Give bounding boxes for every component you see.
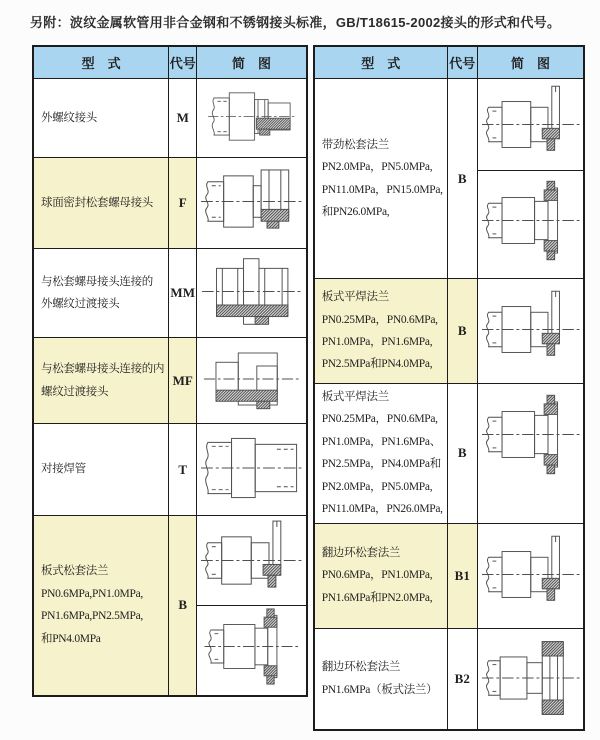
fitting-diagram-male-thread-adapter [197, 249, 306, 334]
fitting-type-cell [33, 249, 169, 338]
fitting-table-right [313, 45, 586, 731]
column-header-code: 代号 [447, 46, 477, 79]
column-header-diagram: 简 图 [477, 46, 584, 79]
table-row [33, 79, 307, 158]
fitting-code-cell: F [169, 158, 197, 249]
fitting-diagram-plate-weld-flange [478, 279, 584, 380]
fitting-type-cell [33, 424, 169, 516]
fitting-type-text: PN1.6MPa,PN2.5MPa, [41, 610, 143, 623]
table-row [314, 79, 585, 279]
fitting-diagram-flared-ring-loose-flange-b2 [478, 629, 584, 727]
fitting-type-text: PN11.0MPa，PN26.0MPa, [321, 503, 443, 516]
fitting-type-text: PN1.0MPa，PN1.6MPa, [321, 336, 433, 348]
fitting-type-cell [33, 79, 169, 158]
column-header-diagram: 简 图 [197, 46, 307, 79]
fitting-type-text: PN2.5MPa和PN4.0MPa, [321, 358, 433, 371]
diagram-cell [197, 424, 307, 516]
header-row [33, 46, 307, 79]
fitting-type-cell [314, 384, 448, 524]
fitting-type-text: 带劲松套法兰 [321, 138, 389, 151]
fitting-type-cell [314, 523, 448, 628]
fitting-type-text: 和PN26.0MPa, [321, 205, 390, 218]
fitting-type-text: 与松套螺母接头连接的 [41, 275, 153, 288]
fitting-code-cell: B [447, 279, 477, 384]
fitting-code-cell: B [447, 79, 477, 279]
fitting-code-cell: M [169, 79, 197, 158]
table-row [314, 279, 585, 384]
table-row [314, 384, 585, 524]
fitting-type-text: 螺纹过渡接头 [41, 385, 109, 398]
fitting-type-cell [314, 279, 448, 384]
fitting-code-cell: B1 [447, 523, 477, 628]
diagram-cell [477, 628, 584, 730]
table-row [33, 249, 307, 338]
fitting-code-cell: MF [169, 338, 197, 424]
fitting-diagram-flared-ring-loose-flange-b1 [478, 524, 584, 625]
column-header-code: 代号 [169, 46, 197, 79]
fitting-diagram-butt-weld-pipe [197, 424, 306, 512]
table-row [33, 158, 307, 249]
diagram-cell [197, 516, 307, 696]
column-header-type: 型 式 [314, 46, 448, 79]
fitting-type-text: 对接焊管 [41, 463, 86, 476]
diagram-cell [197, 79, 307, 158]
fitting-type-cell [314, 79, 448, 279]
fitting-type-text: PN0.25MPa，PN0.6MPa, [321, 313, 438, 326]
fitting-type-text: PN1.0MPa，PN1.6MPa、 [321, 435, 441, 448]
fitting-type-text: 板式平焊法兰 [321, 291, 389, 304]
fitting-type-text: PN2.5MPa，PN4.0MPa和 [321, 458, 441, 471]
fitting-type-text: 翻边环松套法兰 [321, 546, 401, 559]
fitting-type-text: PN0.6MPa，PN1.0MPa, [321, 569, 433, 582]
fitting-type-text: 翻边环松套法兰 [321, 661, 401, 674]
fitting-type-text: PN1.6MPa和PN2.0MPa, [321, 591, 433, 604]
fitting-type-text: PN0.6MPa,PN1.0MPa, [41, 587, 143, 600]
table-row [314, 523, 585, 628]
fitting-table-left [32, 45, 308, 697]
fitting-type-text: 外螺纹接头 [41, 111, 97, 124]
fitting-diagram-plate-weld-flange-variant [478, 384, 584, 485]
fitting-code-cell: T [169, 424, 197, 516]
fitting-type-text: 球面密封松套螺母接头 [41, 196, 153, 209]
fitting-code-cell: B [447, 384, 477, 524]
fitting-type-text: 外螺纹过渡接头 [41, 298, 120, 310]
fitting-type-cell [33, 338, 169, 424]
fitting-code-cell: MM [169, 249, 197, 338]
fitting-code-cell: B2 [447, 628, 477, 730]
diagram-cell [197, 158, 307, 249]
fitting-type-text: PN1.6MPa（板式法兰） [321, 683, 438, 696]
fitting-type-text: 与松套螺母接头连接的内 [41, 363, 165, 376]
fitting-diagram-female-thread-adapter [197, 338, 306, 420]
table-row [33, 338, 307, 424]
fitting-diagram-neck-loose-flange-upper [478, 79, 584, 170]
fitting-diagram-plate-loose-flange-upper [197, 516, 306, 605]
fitting-diagram-male-thread-fitting [197, 79, 306, 154]
fitting-code-cell: B [169, 516, 197, 696]
diagram-cell [477, 523, 584, 628]
diagram-cell [197, 338, 307, 424]
page-title: 另附：波纹金属软管用非合金钢和不锈钢接头标准，GB/T18615-2002接头的形式和代号。 [30, 15, 561, 30]
table-row [33, 424, 307, 516]
fitting-type-cell [314, 628, 448, 730]
column-header-type: 型 式 [33, 46, 169, 79]
diagram-cell [197, 249, 307, 338]
table-row [314, 628, 585, 730]
header-row [314, 46, 585, 79]
fitting-type-text: 板式松套法兰 [41, 565, 109, 578]
table-row [33, 516, 307, 696]
fitting-diagram-plate-loose-flange-lower [197, 605, 306, 687]
fitting-type-cell [33, 158, 169, 249]
fitting-type-text: PN11.0MPa，PN15.0MPa, [321, 183, 443, 196]
diagram-cell [477, 79, 584, 279]
fitting-type-cell [33, 516, 169, 696]
fitting-diagram-spherical-seal-nut-fitting [197, 158, 306, 245]
diagram-cell [477, 384, 584, 524]
fitting-type-text: PN0.25MPa，PN0.6MPa, [321, 413, 438, 426]
fitting-type-text: PN2.0MPa，PN5.0MPa, [321, 161, 433, 174]
fitting-type-text: 板式平焊法兰 [321, 391, 389, 403]
fitting-diagram-neck-loose-flange-lower [478, 170, 584, 270]
diagram-cell [477, 279, 584, 384]
fitting-type-text: PN2.0MPa，PN5.0MPa, [321, 480, 433, 493]
tables-container [32, 45, 585, 731]
fitting-type-text: 和PN4.0MPa [41, 632, 101, 645]
